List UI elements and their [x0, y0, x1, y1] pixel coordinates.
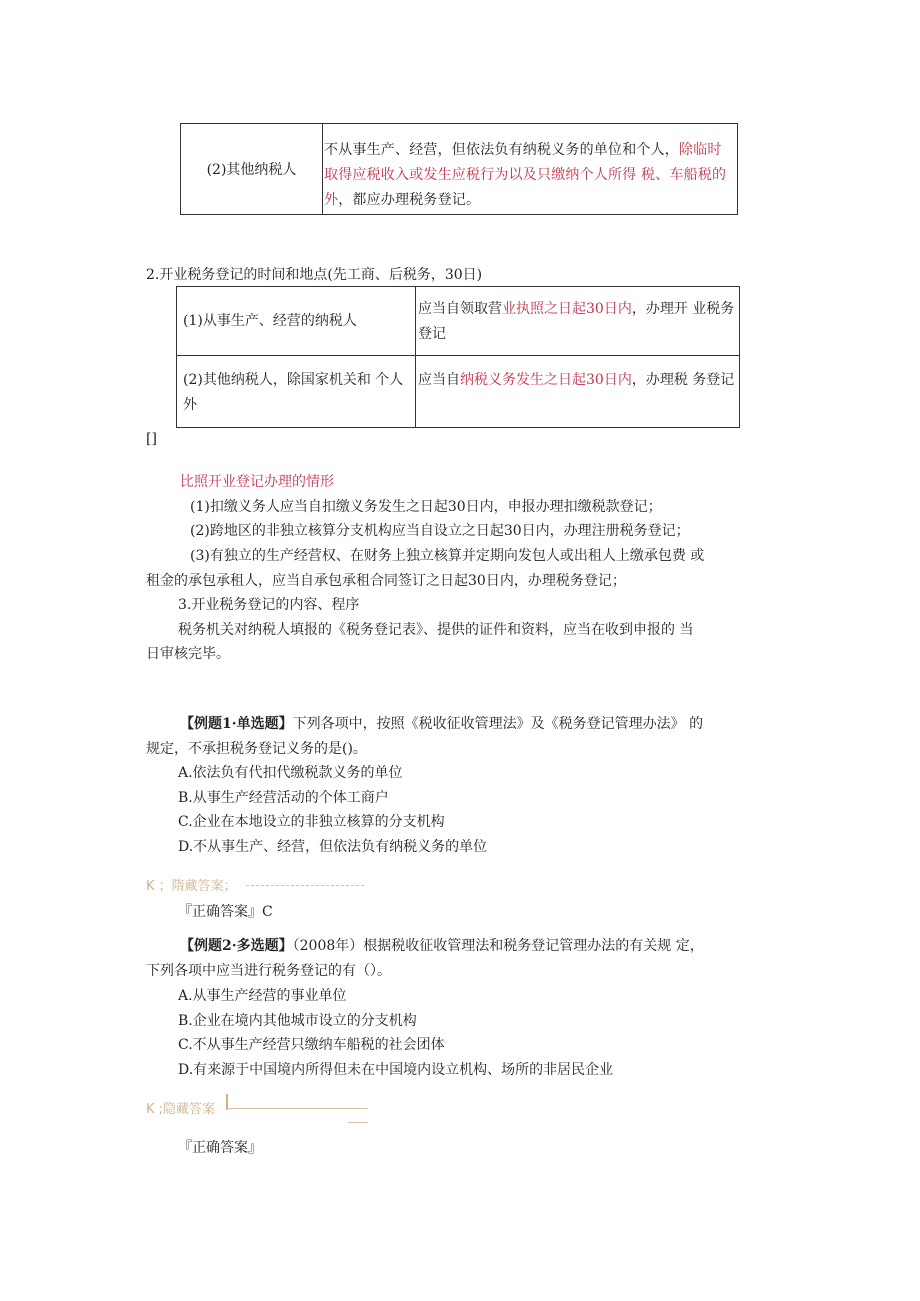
- table1-row-label: (2)其他纳税人: [181, 124, 323, 214]
- compare-item: 租金的承包承租人，应当自承包承租合同签订之日起30日内，办理税务登记；: [146, 573, 626, 589]
- example1-question-line2: 规定，不承担税务登记义务的是()。: [146, 741, 367, 757]
- table2-row2-right: [418, 368, 736, 393]
- example2-option: B.企业在境内其他城市设立的分支机构: [178, 1013, 417, 1029]
- table1-text-part2: ，都应办理税务登记。: [338, 192, 481, 208]
- taxpayer-table: [180, 123, 738, 215]
- section2-title: 2.开业税务登记的时间和地点(先工商、后税务，30日): [146, 267, 483, 283]
- section3-title: 3.开业税务登记的内容、程序: [178, 597, 360, 613]
- example1-option: C.企业在本地设立的非独立核算的分支机构: [178, 814, 445, 830]
- example1-option: D.不从事生产、经营，但依法负有纳税义务的单位: [178, 839, 488, 855]
- example2-option: A.从事生产经营的事业单位: [178, 988, 347, 1004]
- bracket-mark: []: [146, 431, 157, 447]
- compare-item: (3)有独立的生产经营权、在财务上独立核算并定期向发包人或出租人上缴承包费 或: [190, 548, 705, 564]
- table2-row2-left: (2)其他纳税人，除国家机关和 个人外: [183, 372, 404, 413]
- table1-text-part1: 不从事生产、经营，但依法负有纳税义务的单位和个人，: [324, 142, 679, 158]
- table1-row-text: [324, 138, 733, 213]
- example2-hide-answer-toggle[interactable]: [146, 1098, 370, 1124]
- example1-answer: 『正确答案』C: [178, 904, 273, 920]
- example2-hide-answer-label: K ;隐藏答案: [146, 1102, 216, 1117]
- example1-hide-answer-label: K ；隋藏答案；: [146, 879, 237, 894]
- example1-tag: 【例题1·单选题】: [180, 716, 293, 732]
- compare-item: (2)跨地区的非独立核算分支机构应当自设立之日起30日内，办理注册税务登记；: [190, 523, 690, 539]
- table1-text-red: 除临时取得应税收入或发生应税行为以及只缴纳个人所得 税、车船税的外: [324, 142, 727, 208]
- table2-row1-right-post: ，办理开 业税务登记: [418, 301, 735, 342]
- example1-option: A.依法负有代扣代缴税款义务的单位: [178, 765, 403, 781]
- section3-text-line: 日审核完毕。: [146, 646, 230, 662]
- example2-answer: 『正确答案』: [178, 1140, 262, 1156]
- example1-hide-answer-toggle[interactable]: [146, 875, 366, 895]
- example2-tag: 【例题2·多选题】: [180, 938, 293, 954]
- example1-question-text: 下列各项中，按照《税收征收管理法》及《税务登记管理办法》 的: [292, 716, 704, 732]
- example1-question-line1: [180, 712, 703, 736]
- compare-title: 比照开业登记办理的情形: [180, 474, 334, 490]
- table2-row2-right-red: 纳税义务发生之日起30日内: [460, 372, 632, 388]
- compare-item: (1)扣缴义务人应当自扣缴义务发生之日起30日内，申报办理扣缴税款登记；: [190, 499, 662, 515]
- table2-row1-right: [418, 297, 736, 347]
- table2-row2-right-post: ，办理税 务登记: [631, 372, 735, 388]
- section3-text-line: 税务机关对纳税人填报的《税务登记表》、提供的证件和资料，应当在收到申报的 当: [178, 622, 694, 638]
- registration-time-table: [176, 286, 740, 428]
- example2-question-text: （2008年）根据税收征收管理法和税务登记管理办法的有关规 定，: [292, 938, 704, 954]
- example2-question-line2: 下列各项中应当进行税务登记的有（）。: [146, 963, 391, 979]
- table2-row1-right-red: 业执照之日起30日内: [502, 301, 632, 317]
- example2-option: D.有来源于中国境内所得但未在中国境内设立机构、场所的非居民企业: [178, 1062, 614, 1078]
- example1-option: B.从事生产经营活动的个体工商户: [178, 790, 389, 806]
- table2-row2-right-pre: 应当自: [418, 372, 460, 388]
- table2-row1-right-pre: 应当自领取营: [418, 301, 502, 317]
- example2-option: C.不从事生产经营只缴纳车船税的社会团体: [178, 1037, 445, 1053]
- example2-question-line1: [180, 934, 704, 958]
- table2-row1-left: (1)从事生产、经营的纳税人: [183, 313, 357, 329]
